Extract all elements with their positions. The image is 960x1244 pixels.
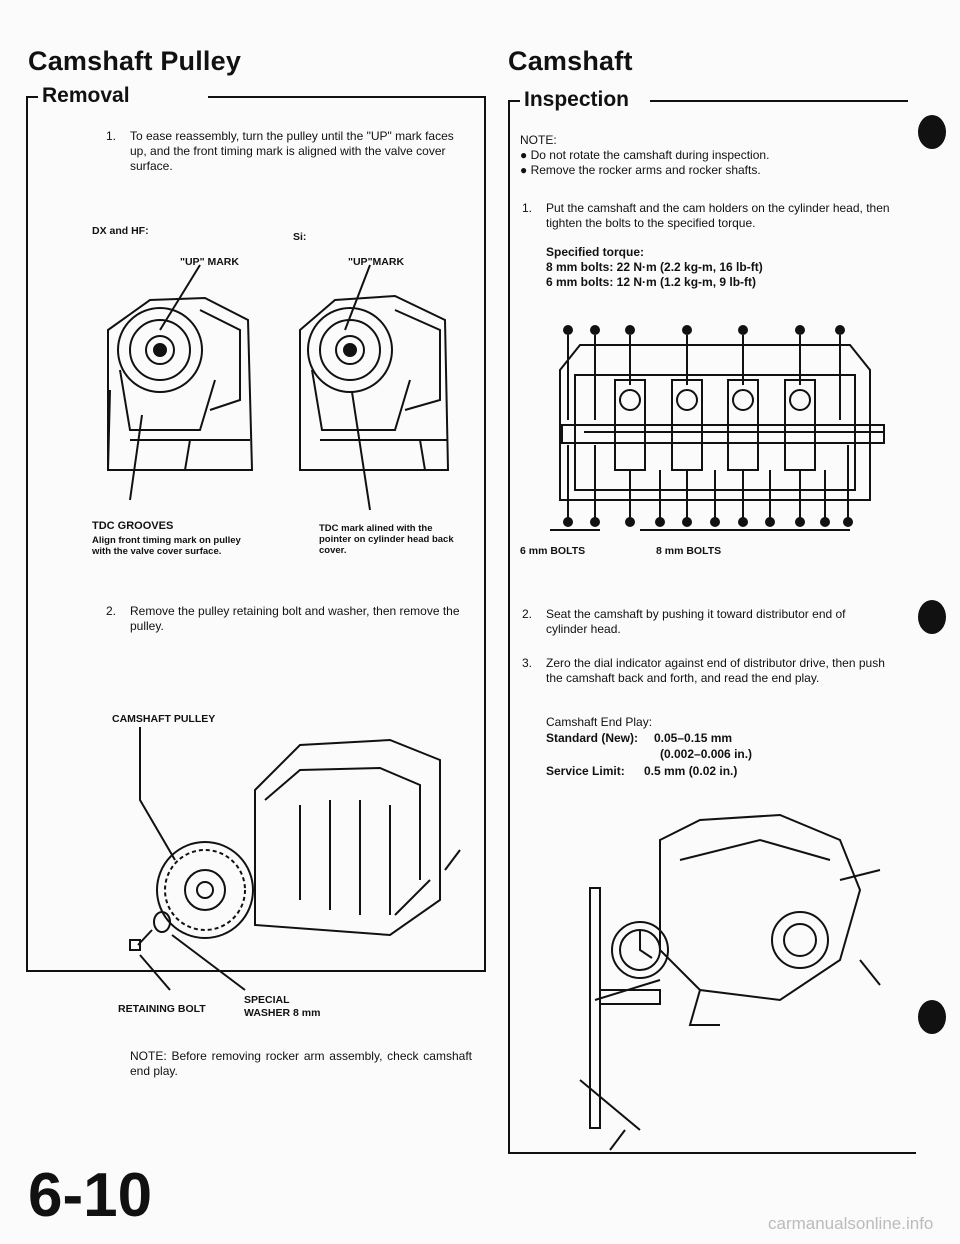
label-up-mark-left: "UP" MARK: [180, 256, 239, 268]
section-removal: Removal: [42, 84, 130, 107]
page-number: 6-10: [28, 1161, 153, 1230]
note-item: Do not rotate the camshaft during inspection.: [530, 148, 770, 162]
label-dx-hf: DX and HF:: [92, 225, 149, 237]
step-removal-2: Remove the pulley retaining bolt and washer, then remove the pulley.: [130, 604, 460, 633]
endplay-service-value: 0.5 mm (0.02 in.): [644, 764, 738, 778]
footer-watermark: carmanualsonline.info: [768, 1214, 934, 1233]
torque-8mm: 8 mm bolts: 22 N·m (2.2 kg-m, 16 lb-ft): [546, 260, 763, 274]
step-number: 2.: [106, 604, 117, 618]
label-tdc-grooves: TDC GROOVES: [92, 520, 174, 532]
label-camshaft-pulley: CAMSHAFT PULLEY: [112, 713, 216, 725]
note-tdc-mark: TDC mark alined with the pointer on cylinder head back cover.: [319, 523, 454, 556]
note-removal: NOTE: Before removing rocker arm assembly, check camshaft end play.: [130, 1049, 472, 1078]
note-bullet-2: ● Remove the rocker arms and rocker shafts.: [520, 163, 761, 177]
label-special-washer-2: WASHER 8 mm: [244, 1007, 321, 1019]
torque-heading: Specified torque:: [546, 245, 645, 259]
tab-marker-dot: [918, 1000, 946, 1034]
torque-6mm: 6 mm bolts: 12 N·m (1.2 kg-m, 9 lb-ft): [546, 275, 757, 289]
page-title-right: Camshaft: [508, 46, 633, 76]
label-retaining-bolt: RETAINING BOLT: [118, 1003, 206, 1015]
note-tdc-grooves: Align front timing mark on pulley with the valve cover surface.: [92, 535, 241, 557]
label-special-washer-1: SPECIAL: [244, 994, 290, 1006]
endplay-service-label: Service Limit:: [546, 764, 625, 778]
step-inspection-1: Put the camshaft and the cam holders on the cylinder head, then tighten the bolts to the specified torque.: [546, 201, 890, 230]
endplay-std-label: Standard (New):: [546, 731, 639, 745]
note-item: Remove the rocker arms and rocker shafts.: [530, 163, 761, 177]
note-heading: NOTE:: [520, 133, 557, 147]
endplay-heading: Camshaft End Play:: [546, 715, 653, 729]
step-number: 2.: [522, 607, 533, 621]
label-6mm-bolts: 6 mm BOLTS: [520, 545, 586, 557]
label-si: Si:: [293, 231, 307, 243]
section-inspection: Inspection: [524, 88, 630, 111]
step-number: 3.: [522, 656, 533, 670]
page-title-left: Camshaft Pulley: [28, 46, 242, 76]
step-number: 1.: [522, 201, 533, 215]
step-number: 1.: [106, 129, 117, 143]
step-inspection-2: Seat the camshaft by pushing it toward distributor end of cylinder head.: [546, 607, 846, 636]
label-up-mark-right: "UP"MARK: [348, 256, 405, 268]
label-8mm-bolts: 8 mm BOLTS: [656, 545, 722, 557]
note-bullet-1: ● Do not rotate the camshaft during inspection.: [520, 148, 770, 162]
endplay-std-value-in: (0.002–0.006 in.): [660, 747, 753, 761]
step-inspection-3: Zero the dial indicator against end of distributor drive, then push the camshaft back and forth, and read the end play.: [546, 656, 885, 685]
endplay-std-value-mm: 0.05–0.15 mm: [654, 731, 733, 745]
step-removal-1: To ease reassembly, turn the pulley until the "UP" mark faces up, and the front timing mark is aligned with the valve cover surface.: [130, 129, 454, 173]
